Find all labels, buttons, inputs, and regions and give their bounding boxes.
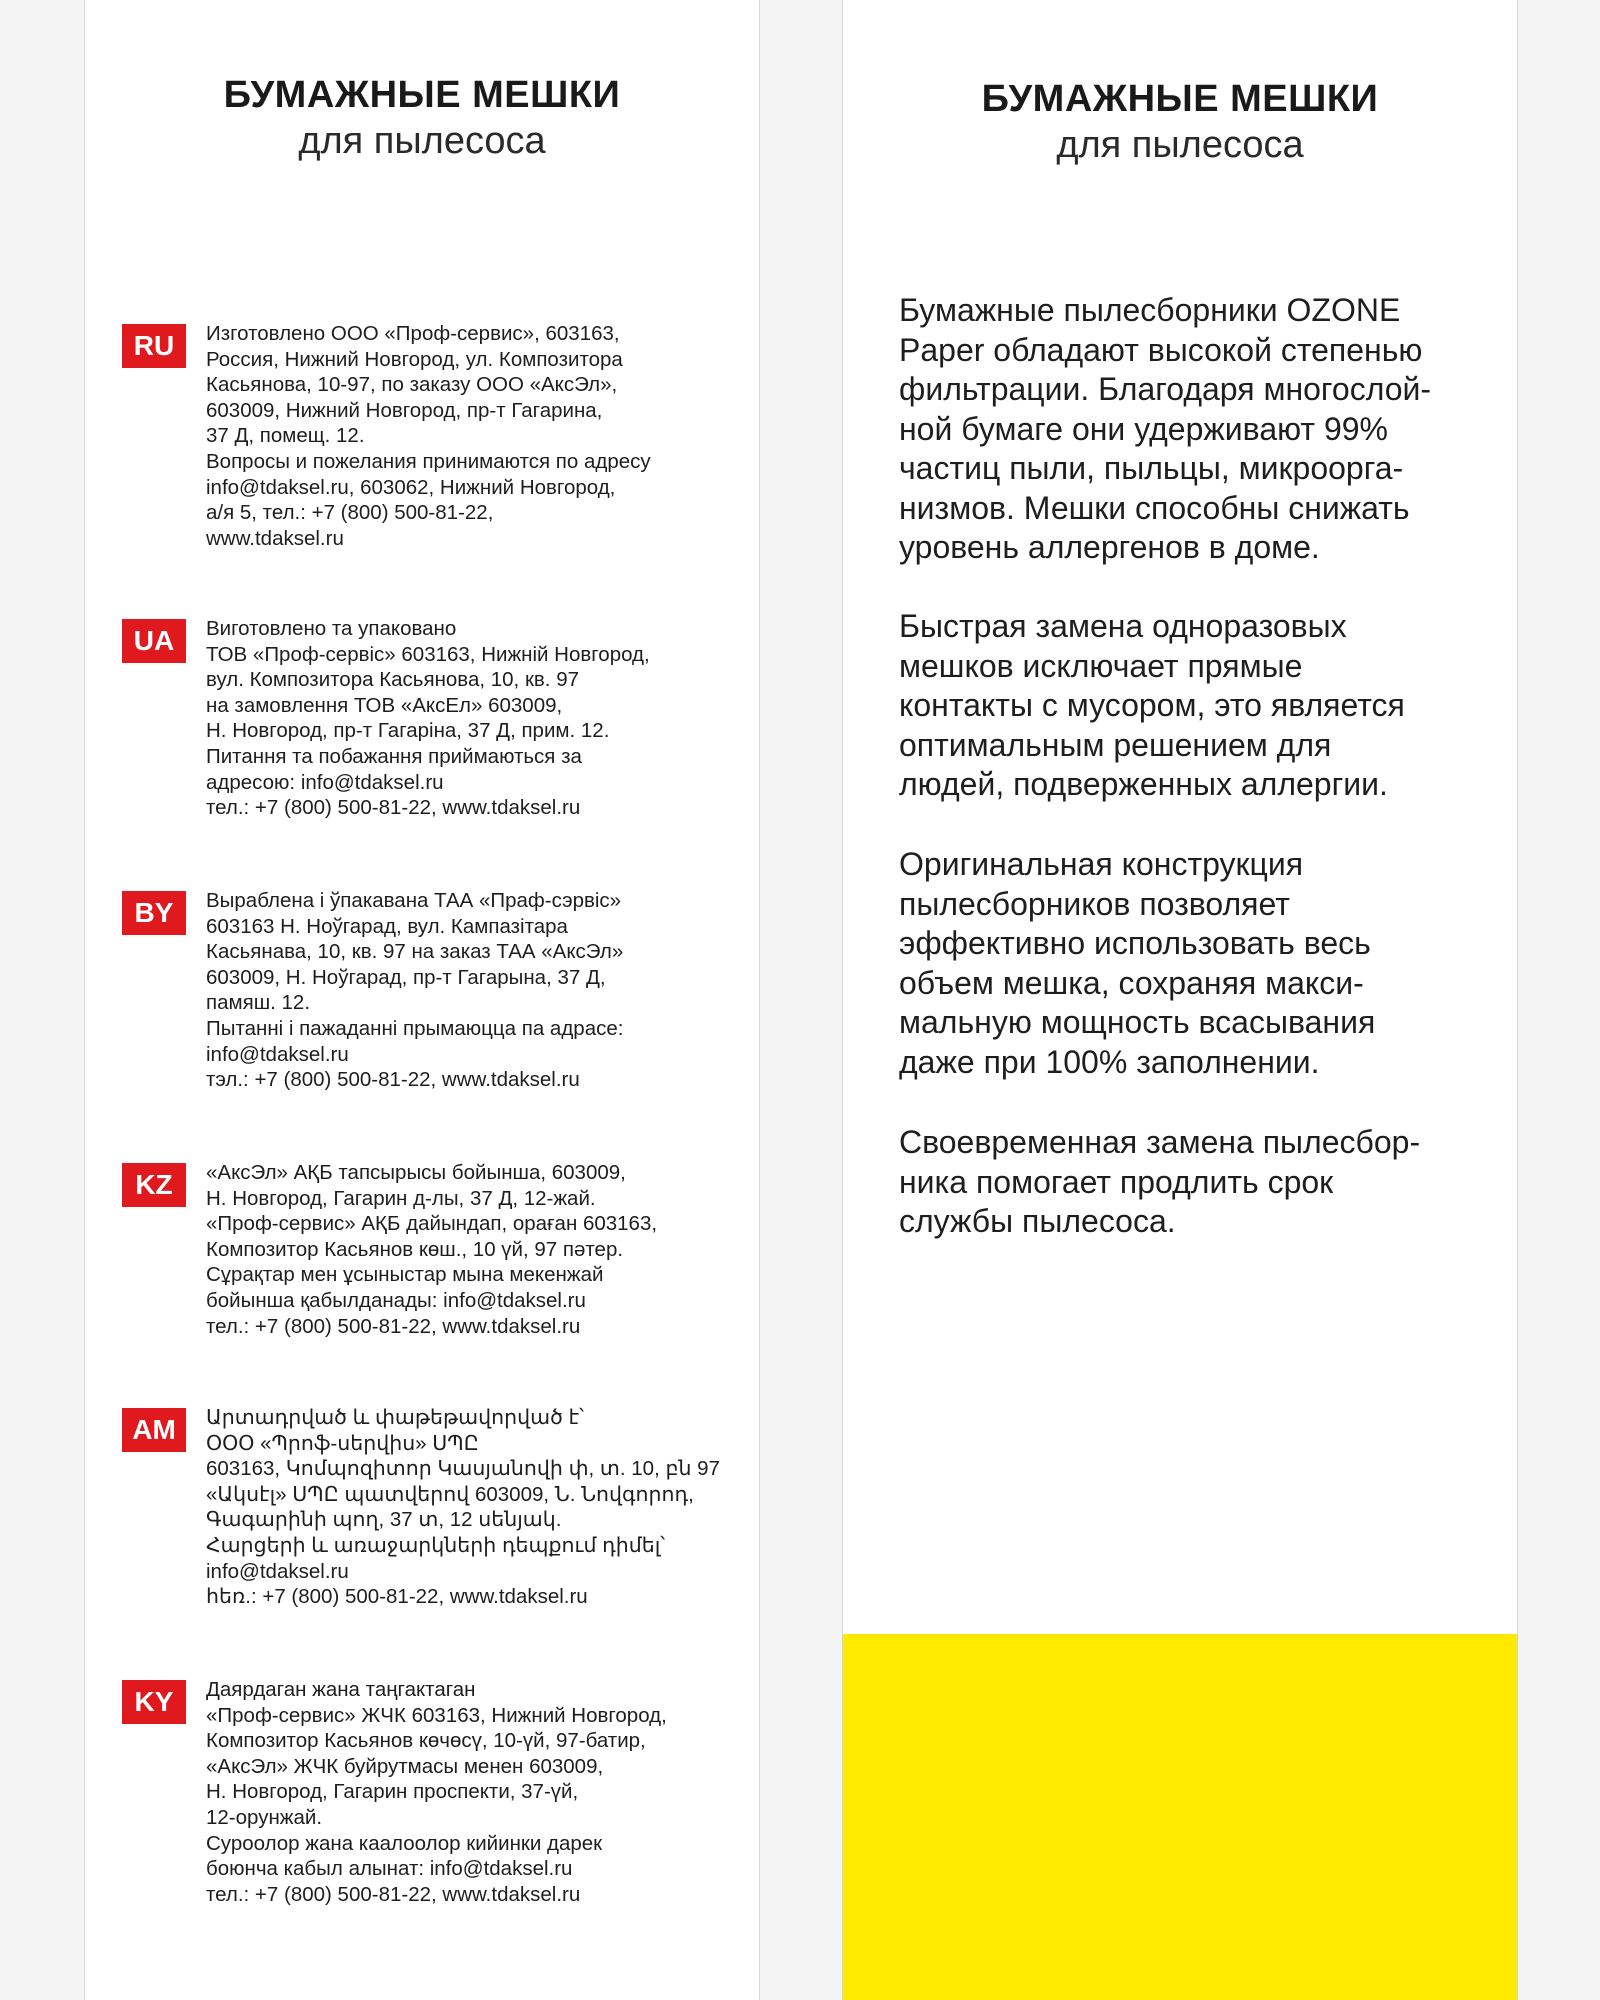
paragraph-line: фильтрации. Благодаря многослой- xyxy=(899,371,1432,407)
right-subtitle: для пылесоса xyxy=(1056,124,1304,166)
text-line: Суроолор жана каалоолор кийинки дарек xyxy=(206,1831,603,1855)
text-line: Касьянова, 10-97, по заказу ООО «АксЭл», xyxy=(206,373,618,397)
text-line: 12-орунжай. xyxy=(206,1805,323,1829)
text-line: тэл.: +7 (800) 500-81-22, www.tdaksel.ru xyxy=(206,1068,580,1092)
text-line: тел.: +7 (800) 500-81-22, www.tdaksel.ru xyxy=(206,1314,581,1338)
yellow-accent-block xyxy=(843,1634,1517,2000)
paragraph-line: частиц пыли, пыльцы, микроорга- xyxy=(899,450,1404,486)
paragraph-line: ника помогает продлить срок xyxy=(899,1163,1334,1200)
text-line: Н. Новгород, пр-т Гагаріна, 37 Д, прим. 12. xyxy=(206,719,610,743)
text-line: info@tdaksel.ru xyxy=(206,1042,349,1066)
paragraph-line: мальную мощность всасывания xyxy=(899,1004,1376,1040)
paragraph-line: пылесборников позволяет xyxy=(899,885,1290,922)
text-line: Н. Новгород, Гагарин д-лы, 37 Д, 12-жай. xyxy=(206,1186,596,1210)
text-line: боюнча кабыл алынат: info@tdaksel.ru xyxy=(206,1857,573,1881)
paragraph-line: объем мешка, сохраняя макси- xyxy=(899,964,1364,1001)
left-title: БУМАЖНЫЕ МЕШКИ xyxy=(223,74,621,116)
text-line: 603009, Нижний Новгород, пр-т Гагарина, xyxy=(206,398,603,422)
text-line: адресою: info@tdaksel.ru xyxy=(206,770,444,794)
text-line: Пытанні і пажаданні прымаюцца па адрасе: xyxy=(206,1016,624,1040)
text-line: www.tdaksel.ru xyxy=(206,526,344,550)
right-panel xyxy=(842,0,1518,2000)
text-line: Россия, Нижний Новгород, ул. Композитора xyxy=(206,347,623,371)
text-line: «АксЭл» АҚБ тапсырысы бойынша, 603009, xyxy=(206,1161,626,1184)
paragraph-filtration xyxy=(899,291,1499,568)
text-line: «Проф-сервис» АҚБ дайындап, ораған 603163, xyxy=(206,1212,658,1236)
badge-by: BY xyxy=(122,891,186,935)
entry-ru-text xyxy=(206,321,756,551)
text-line: Виготовлено та упаковано xyxy=(206,617,457,640)
text-line: Выраблена і ўпакавана ТАА «Праф-сэрвіс» xyxy=(206,889,622,912)
text-line: Сұрақтар мен ұсыныстар мына мекенжай xyxy=(206,1263,604,1287)
text-line: вул. Композитора Касьянова, 10, кв. 97 xyxy=(206,668,580,692)
text-line: тел.: +7 (800) 500-81-22, www.tdaksel.ru xyxy=(206,796,581,820)
paragraph-line: низмов. Мешки способны снижать xyxy=(899,489,1410,526)
text-line: Композитор Касьянов көш., 10 үй, 97 пәтер. xyxy=(206,1237,624,1261)
text-line: Касьянава, 10, кв. 97 на заказ ТАА «АксЭл» xyxy=(206,940,624,964)
text-line: «АксЭл» ЖЧК буйрутмасы менен 603009, xyxy=(206,1754,604,1778)
right-title-block xyxy=(843,76,1517,168)
left-title-block xyxy=(85,72,759,164)
text-line: Даярдаган жана таңгактаган xyxy=(206,1678,476,1701)
text-line: Արտադրված և փաթեթավորված է՝ xyxy=(206,1406,584,1429)
paragraph-line: Paper обладают высокой степенью xyxy=(899,331,1423,368)
text-line: ՕՕՕ «Պրոֆ-սերվիս» ՍՊԸ xyxy=(206,1431,479,1455)
text-line: info@tdaksel.ru xyxy=(206,1559,349,1583)
text-line: «Проф-сервис» ЖЧК 603163, Нижний Новгород, xyxy=(206,1703,667,1727)
paragraph-line: Бумажные пылесборники OZONE xyxy=(899,292,1401,328)
left-subtitle: для пылесоса xyxy=(298,120,546,162)
text-line: а/я 5, тел.: +7 (800) 500-81-22, xyxy=(206,501,494,525)
text-line: памяш. 12. xyxy=(206,991,311,1015)
badge-ru: RU xyxy=(122,324,186,368)
paragraph-line: контакты с мусором, это является xyxy=(899,687,1405,723)
text-line: Вопросы и пожелания принимаются по адресу xyxy=(206,449,651,473)
paragraph-line: эффективно использовать весь xyxy=(899,925,1371,961)
text-line: 603163 Н. Ноўгарад, вул. Кампазітара xyxy=(206,914,568,938)
left-panel xyxy=(84,0,760,2000)
entry-am-text xyxy=(206,1405,756,1610)
paragraph-line: уровень аллергенов в доме. xyxy=(899,529,1320,565)
paragraph-line: Оригинальная конструкция xyxy=(899,846,1304,882)
paragraph-construction xyxy=(899,845,1499,1082)
text-line: 603163, Կոմպոզիտոր Կասյանովի փ, տ. 10, բն 97 xyxy=(206,1457,720,1481)
right-title: БУМАЖНЫЕ МЕШКИ xyxy=(981,78,1379,120)
paragraph-line: Своевременная замена пылесбор- xyxy=(899,1124,1421,1160)
badge-kz: KZ xyxy=(122,1163,186,1207)
paragraph-line: службы пылесоса. xyxy=(899,1203,1176,1239)
entry-ua-text xyxy=(206,616,756,821)
text-line: info@tdaksel.ru, 603062, Нижний Новгород, xyxy=(206,475,616,499)
text-line: 37 Д, помещ. 12. xyxy=(206,424,365,448)
text-line: Изготовлено ООО «Проф-сервис», 603163, xyxy=(206,322,620,345)
text-line: հեռ.: +7 (800) 500-81-22, www.tdaksel.ru xyxy=(206,1585,588,1609)
text-line: тел.: +7 (800) 500-81-22, www.tdaksel.ru xyxy=(206,1882,581,1906)
paragraph-line: ной бумаге они удерживают 99% xyxy=(899,410,1388,447)
badge-ua: UA xyxy=(122,619,186,663)
paragraph-line: оптимальным решением для xyxy=(899,726,1332,763)
paragraph-line: даже при 100% заполнении. xyxy=(899,1043,1320,1080)
text-line: Հարցերի և առաջարկների դեպքում դիմել՝ xyxy=(206,1533,666,1557)
paragraph-line: людей, подверженных аллергии. xyxy=(899,766,1388,802)
paragraph-replacement xyxy=(899,607,1499,805)
paragraph-line: Быстрая замена одноразовых xyxy=(899,608,1347,644)
text-line: «Ակսէլ» ՍՊԸ պատվերով 603009, Ն. Նովգորոդ, xyxy=(206,1482,694,1506)
text-line: ТОВ «Проф-сервіс» 603163, Нижній Новгород, xyxy=(206,642,650,666)
text-line: Н. Новгород, Гагарин проспекти, 37-үй, xyxy=(206,1780,579,1804)
entry-by-text xyxy=(206,888,756,1093)
entry-ky-text xyxy=(206,1677,756,1907)
paragraph-lifetime xyxy=(899,1123,1499,1242)
entry-kz-text xyxy=(206,1160,756,1339)
badge-am: AM xyxy=(122,1408,186,1452)
text-line: на замовлення ТОВ «АксЕл» 603009, xyxy=(206,693,563,717)
text-line: Композитор Касьянов көчөсү, 10-үй, 97-батир, xyxy=(206,1729,646,1753)
badge-ky: KY xyxy=(122,1680,186,1724)
text-line: 603009, Н. Ноўгарад, пр-т Гагарына, 37 Д, xyxy=(206,965,606,989)
text-line: Գագարինի պող, 37 տ, 12 սենյակ. xyxy=(206,1508,562,1532)
text-line: бойынша қабылданады: info@tdaksel.ru xyxy=(206,1288,586,1312)
paragraph-line: мешков исключает прямые xyxy=(899,647,1303,684)
text-line: Питання та побажання приймаються за xyxy=(206,744,582,768)
